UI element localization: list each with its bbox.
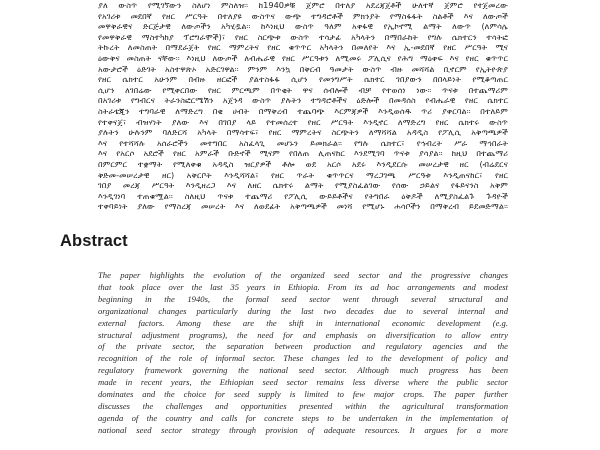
abstract-text-line: organizational changes particularly during the last two decades due to several internal and [98, 305, 508, 316]
abstract-text-line: recognition of the role of informal sector. These changes led to the development of policy and [98, 353, 508, 364]
amharic-text-line: ዕውቅና መስጠት ናቸው፡፡ እነዚህ ለውጦች ለብሔራዊ የዘር ሥርዓቱን ለሚመሩ ፖሊሲና የሕግ ማዕቀፍ እና የዘር ቁጥጥር [98, 52, 508, 63]
abstract-text-line: external factors. Among these are the shift in international economic development (e.g. [98, 317, 508, 328]
abstract-text-line: regulatory framework governing the national seed sector. Although much progress has been [98, 365, 508, 376]
abstract-heading: Abstract [60, 232, 128, 250]
abstract-text-line: that took place over the last 35 years in Ethiopia. From its ad hoc arrangements and modest [98, 281, 508, 292]
abstract-text-line: beginning in the 1940s, the formal seed sector went through several structural and [98, 293, 508, 304]
abstract-text-line: of the private sector, the separation between production and regulatory agencies and the [98, 341, 508, 352]
abstract-text-line: The paper highlights the evolution of the organized seed sector and the progressive changes [98, 270, 508, 280]
amharic-text-line: ገበያ መረጃ ሥርዓት እንዲዘረጋ እና ለዘር ሴክተሩ ልማት የሚያስፈልገው የሰው ኃይልና የፋይናንስ አቅም [98, 180, 508, 191]
amharic-summary-paragraph [98, 0, 508, 216]
amharic-text-line: እንዲገነባ ተጠቁሟል፡፡ ስለዚህ ጥናቱ ተጨማሪ የፖሊሲ ውይይቶችና የትግበራ ዕቅዶች ለሚያስፈልጉ ጉዳዮች [98, 190, 508, 201]
amharic-text-line: እና የተሻሻሉ አሰራሮችን መተግበር አስፈላጊ መሆኑን ይመክራል፡፡ የግሉ ሴክተር፣ የኅብረት ሥራ ማኅበራት [98, 137, 508, 148]
abstract-text-line: agenda of the country and calls for concrete steps to be undertaken in the implementation of [98, 412, 508, 423]
amharic-text-line: እና የአርሶ አደሮች የዘር አምራች ቡድኖች ሚናም የበለጠ ሊጠናከር እንደሚገባ ጥናቱ ያሳያል፡፡ ከዚህ በተጨማሪ [98, 148, 508, 159]
abstract-text-line: made in recent years, the Ethiopian seed sector remains less diverse where the public sector [98, 377, 508, 388]
amharic-text-line: ስትራቴጂን ተግባራዊ ለማድረግ በቂ ሀብት በማቅረብ ተጨባጭ እርምጃዎች እንዲወሰዱ ጥሪ ያቀርባል፡፡ በተለይም [98, 105, 508, 116]
abstract-text-line: discusses the challenges and opportunities presented within the agricultural transformation [98, 400, 508, 411]
amharic-text-line: የተቀናጀ፣ ብዝሃነት ያለው እና በገበያ ላይ የተመሰረተ የዘር ሥርዓት እንዲኖር ለማድረግ የዘር ሴክተሩ ውስጥ [98, 116, 508, 127]
amharic-text-line: ሲሆን ለገበሬው የሚቀርበው የዘር ምርጫም በጥቂት ዋና ሰብሎች ብቻ የተወሰነ ነው፡፡ ጥናቱ በተጨማሪም [98, 84, 508, 95]
abstract-text-line: structural adjustment programs), the need for and emphasis on diversification to allow entry [98, 329, 508, 340]
amharic-text-line: የአገሪቱ መደበኛ የዘር ሥርዓት በተለያዩ ውስጥና ውጭ ተግዳሮቶች ምክንያት የማስፋፋት ስልቶች እና ለውጦች [98, 10, 508, 21]
amharic-text-line: የመዋቅራዊ ማስተካከያ ፕሮግራሞች)፣ የዘር ስርጭቱ ውስጥ ተሳታፊ አካላትን በማበራከት የግሉ ሴክተርን ተሳትፎ [98, 31, 508, 42]
amharic-text-line: ያለ ውስጥ የሚገኘውን ስለሆነ ምስለዝ፡፡ ከ1940ዎቹ ጀምሮ በተለያ አደረጃጀቶች ሁለተኛ ጀምሮ የተጀመረው [98, 0, 508, 10]
amharic-text-line: መዋቅራዊና ድርጅታዊ ለውጦችን አካሂዷል፡፡ ከእነዚህ ውስጥ ዓለም አቀፋዊ የኢኮኖሚ ልማት ለውጥ (ለምሳሌ [98, 21, 508, 32]
amharic-text-line: ቅድመ-መሠረታዊ ዘር) አቅርቦት እንዲሻሻል፣ የዘር ጥራት ቁጥጥርና ማረጋገጫ ሥርዓቱ እንዲጠናከር፣ የዘር [98, 169, 508, 180]
abstract-text-line: national seed sector strategy through provision of adequate resources. It argues for a more [98, 424, 508, 435]
amharic-text-line: በምርምር ተቋማት የሚለቀቁ አዳዲስ ዝርያዎች ቶሎ ወደ አርሶ አደሩ እንዲደርሱ መሠረታዊ ዘር (ብሬደርና [98, 158, 508, 169]
amharic-text-line: ያሉትን ሁሉንም ባለድርሻ አካላት በማሳተፍ፣ የዘር ማምረትና ስርጭትን ለማሻሻል አዳዲስ የፖሊሲ አቅጣጫዎች [98, 127, 508, 138]
amharic-text-line: በአገሪቱ የግብርና ትራንስፎርሜሽን አጀንዳ ውስጥ ያሉትን ተግዳሮቶችና ዕድሎች በመዳሰስ የብሔራዊ የዘር ሴክተር [98, 95, 508, 106]
amharic-text-line: የዘር ሴክተር አሁንም በብዙ ዘርፎች ያልተስፋፋ ሲሆን የመንግሥት ሴክተር ገበያውን በበላይነት የሚቆጣጠር [98, 74, 508, 85]
amharic-text-line: ተቀባይነት ያለው የማስረጃ መሠረት እና ለወደፊት አቅጣጫዎች መነሻ የሚሆኑ ሐሳቦችን በማቅረብ ይደመድማል፡፡ [98, 201, 508, 212]
amharic-text-line: ትኩረት ለመስጠት በማደራጀት የዘር ማምረትና የዘር ቁጥጥር አካላትን በመለየት እና ኢ-መደበኛ የዘር ሥርዓት ሚና [98, 42, 508, 53]
amharic-text-line: አውታሮች ዕድገት አስተዋጽኦ አድርገዋል፡፡ ምንም እንኳ በቅርብ ዓመታት ውስጥ ብዙ መሻሻል ቢኖርም የኢትዮጵያ [98, 63, 508, 74]
abstract-paragraph [98, 270, 508, 450]
abstract-text-line: dominates and the choice for seed supply is limited to few major crops. The paper further [98, 389, 508, 400]
